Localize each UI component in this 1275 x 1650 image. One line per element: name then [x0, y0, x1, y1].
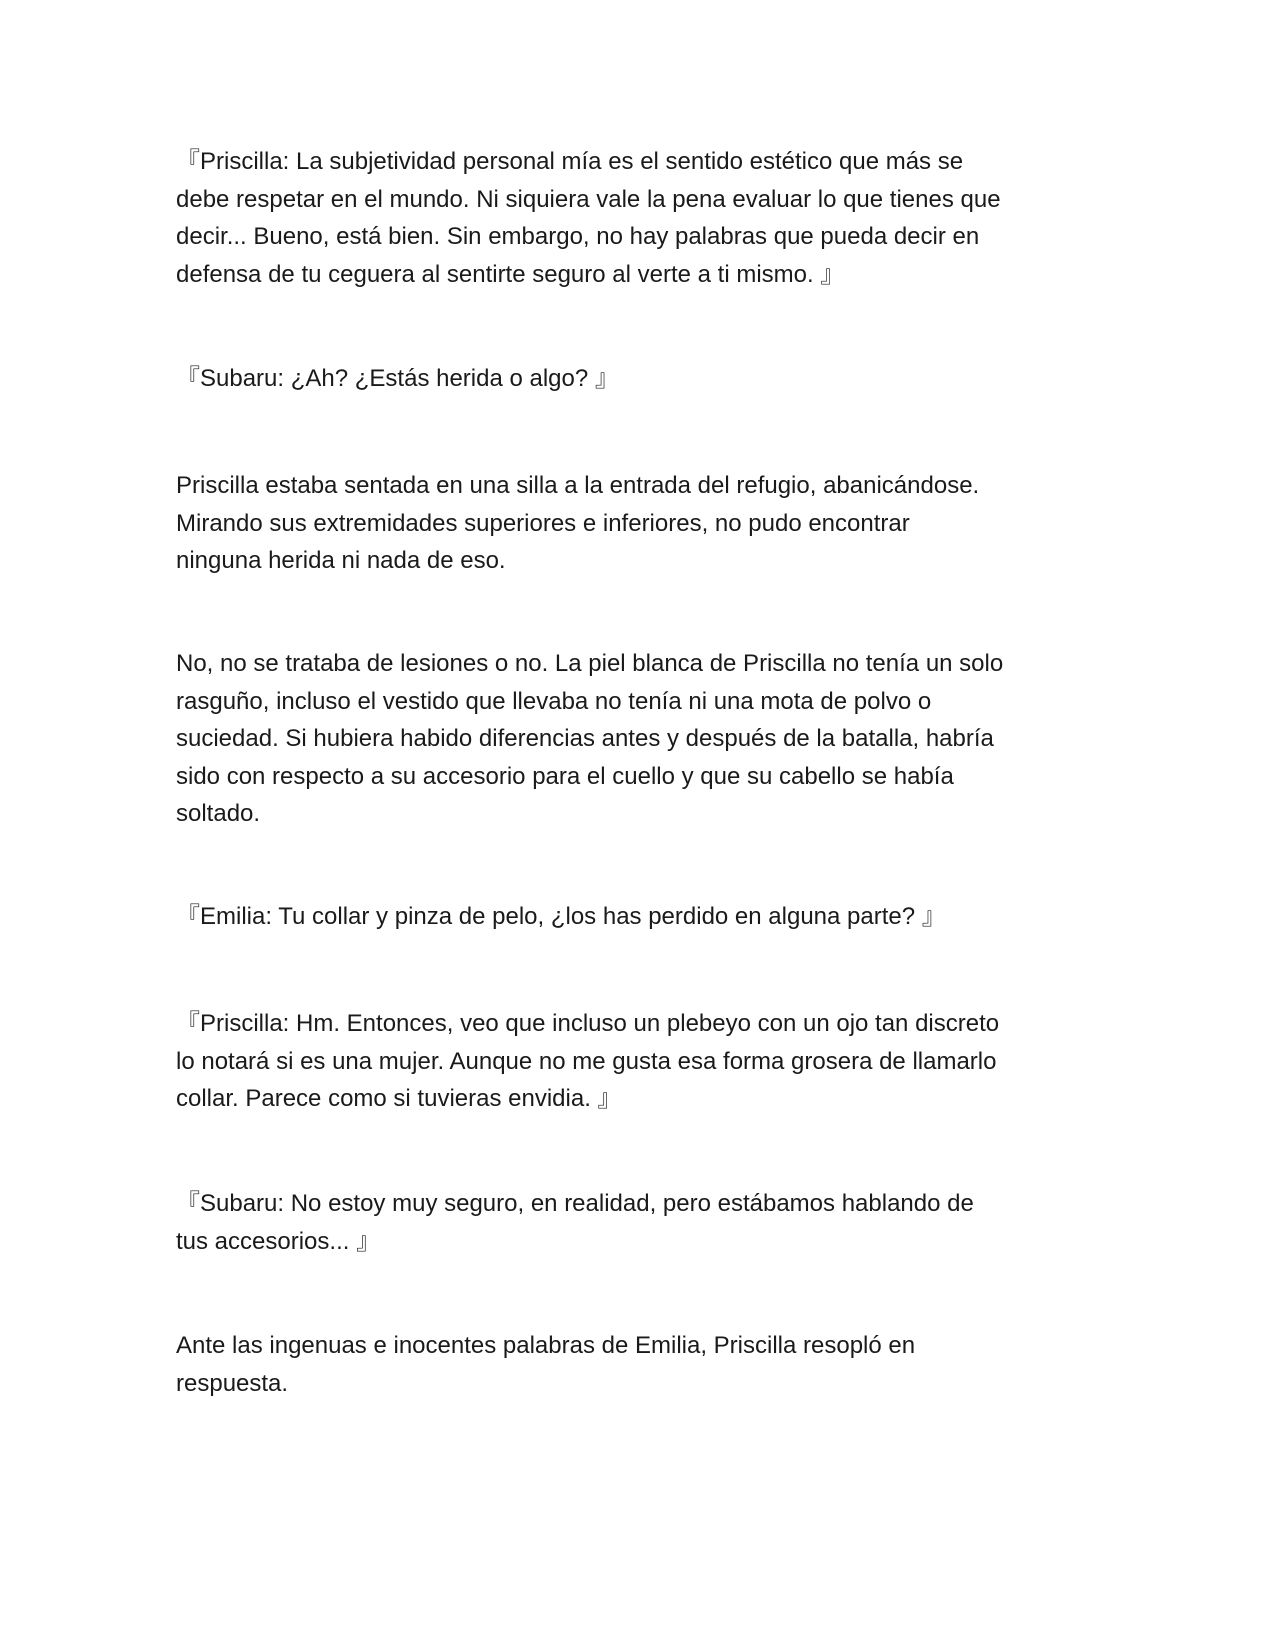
paragraph-subaru-dialogue-2: 『Subaru: No estoy muy seguro, en realidad, pero estábamos hablando de tus accesorios... 』: [176, 1190, 974, 1255]
paragraph-emilia-dialogue-1: 『Emilia: Tu collar y pinza de pelo, ¿los has perdido en alguna parte? 』: [176, 903, 946, 930]
paragraph-narration-2: No, no se trataba de lesiones o no. La piel blanca de Priscilla no tenía un solo rasguño, incluso el vestido que llevaba no tenía ni una mota de polvo o suciedad. Si hubiera habido diferencias antes y después de la batalla, habría sido con respecto a su accesorio para el cuello y que su cabello se había soltado.: [176, 650, 1004, 827]
paragraph-narration-1: Priscilla estaba sentada en una silla a la entrada del refugio, abanicándose. Mirando sus extremidades superiores e inferiores, no pudo encontrar ninguna herida ni nada de eso.: [176, 472, 980, 574]
paragraph-narration-3: Ante las ingenuas e inocentes palabras de Emilia, Priscilla resopló en respuesta.: [176, 1332, 916, 1397]
paragraph-priscilla-dialogue-2: 『Priscilla: Hm. Entonces, veo que incluso un plebeyo con un ojo tan discreto lo notará si es una mujer. Aunque no me gusta esa forma grosera de llamarlo collar. Parece como si tuvieras envidia. 』: [176, 1010, 1000, 1112]
paragraph-priscilla-dialogue-1: 『Priscilla: La subjetividad personal mía es el sentido estético que más se debe respetar en el mundo. Ni siquiera vale la pena evaluar lo que tienes que decir... Bueno, está bien. Sin embargo, no hay palabras que pueda decir en defensa de tu ceguera al sentirte seguro al verte a ti mismo. 』: [176, 148, 1001, 288]
paragraph-subaru-dialogue-1: 『Subaru: ¿Ah? ¿Estás herida o algo? 』: [176, 365, 619, 392]
